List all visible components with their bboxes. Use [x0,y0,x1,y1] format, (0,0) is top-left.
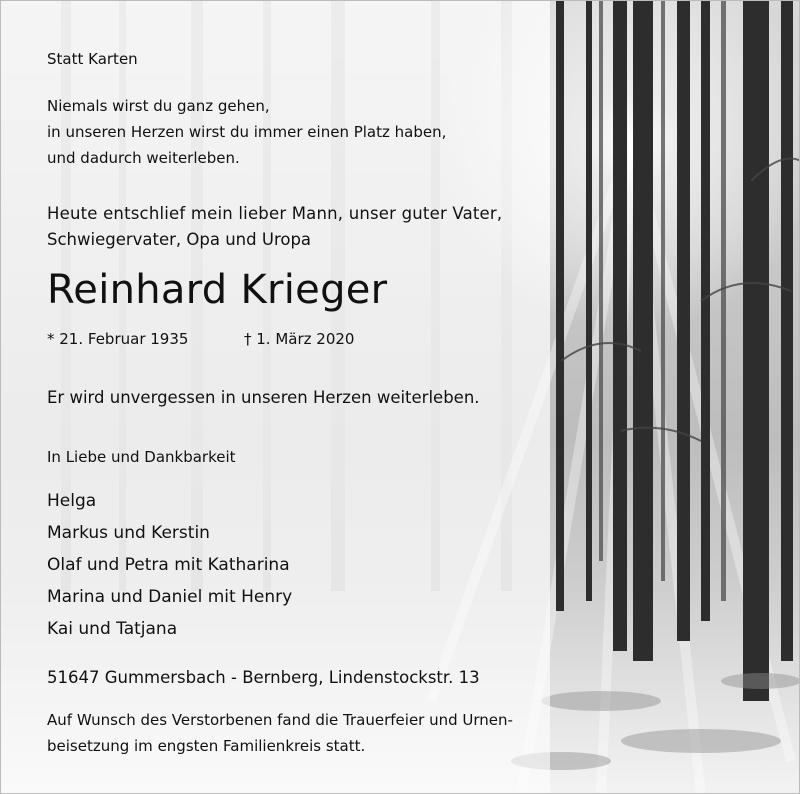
family-member: Kai und Tatjana [47,619,178,639]
deceased-name: Reinhard Krieger [47,267,388,313]
family-member: Markus und Kerstin [47,523,210,543]
address: 51647 Gummersbach - Bernberg, Lindenstockstr. 13 [47,668,480,687]
death-date: † 1. März 2020 [244,330,355,348]
closing-line: Auf Wunsch des Verstorbenen fand die Trauerfeier und Urnen- [47,711,513,729]
birth-date: * 21. Februar 1935 [47,330,189,348]
announcement-line: Schwiegervater, Opa und Uropa [47,230,312,249]
verse-line: und dadurch weiterleben. [47,149,240,167]
verse-line: in unseren Herzen wirst du immer einen Platz haben, [47,123,447,141]
remembrance-line: Er wird unvergessen in unseren Herzen weiterleben. [47,388,480,407]
closing-line: beisetzung im engsten Familienkreis statt. [47,737,366,755]
verse-line: Niemals wirst du ganz gehen, [47,97,270,115]
heading: Statt Karten [47,50,138,68]
family-member: Helga [47,491,97,511]
announcement-line: Heute entschlief mein lieber Mann, unser guter Vater, [47,204,503,223]
family-member: Olaf und Petra mit Katharina [47,555,290,575]
family-member: Marina und Daniel mit Henry [47,587,293,607]
gratitude-line: In Liebe und Dankbarkeit [47,448,236,466]
